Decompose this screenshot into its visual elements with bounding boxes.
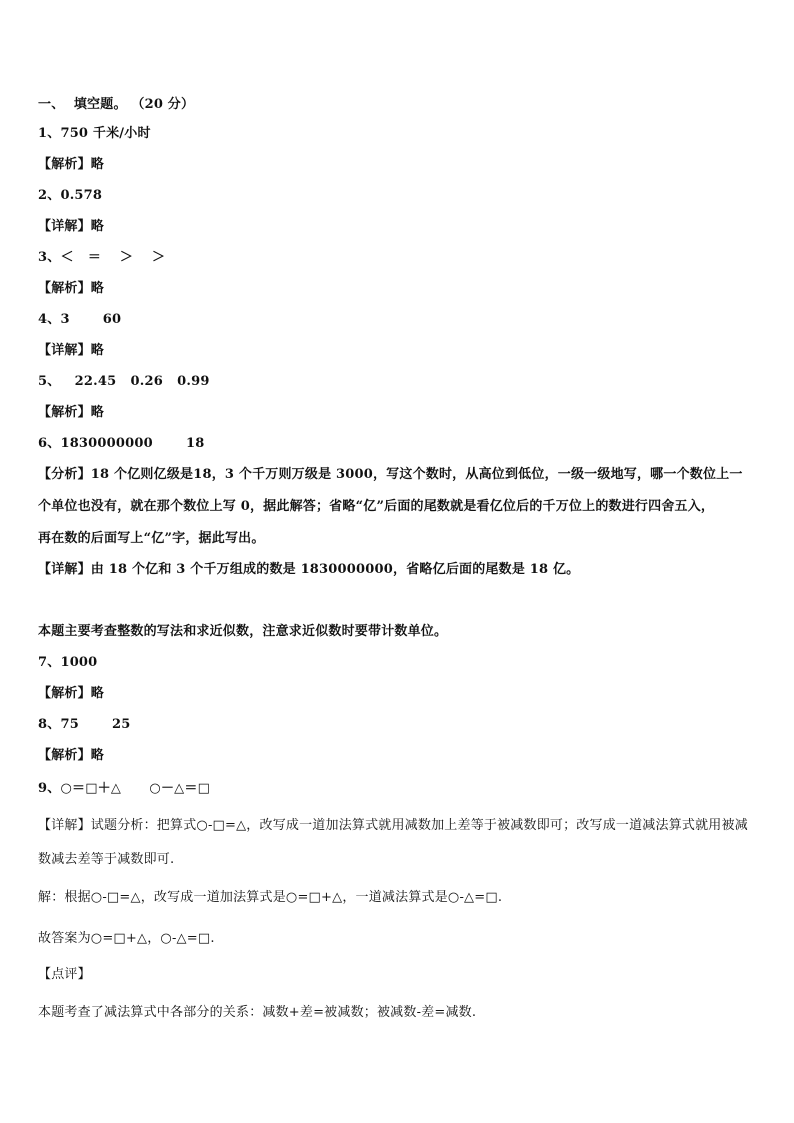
- section-title: 一、 填空题。 （20 分）: [38, 97, 195, 112]
- q3-answer: 3、＜ ＝ ＞ ＞: [38, 250, 166, 265]
- q5-answer: 5、 22.45 0.26 0.99: [38, 374, 210, 389]
- q3-analysis: 【解析】略: [38, 281, 105, 296]
- q6-answer: 6、1830000000 18: [38, 436, 205, 451]
- q6-summary: 本题主要考查整数的写法和求近似数，注意求近似数时要带计数单位。: [38, 624, 448, 639]
- q4-answer: 4、3 60: [38, 312, 122, 327]
- q6-analysis-line-2: 个单位也没有，就在那个数位上写 0，据此解答；省略“亿”后面的尾数就是看亿位后的千万位上的数进行四舍五入，: [38, 499, 715, 514]
- q2-detail: 【详解】略: [38, 219, 105, 234]
- q8-analysis: 【解析】略: [38, 748, 105, 763]
- q9-detail-line-2: 数减去差等于减数即可.: [38, 852, 175, 867]
- q6-detail: 【详解】由 18 个亿和 3 个千万组成的数是 1830000000，省略亿后面的尾数是 18 亿。: [38, 562, 580, 577]
- q9-answer: 9、○＝□＋△ ○－△＝□: [38, 781, 211, 796]
- q9-comment-label: 【点评】: [38, 967, 91, 982]
- q6-analysis-line-1: 【分析】18 个亿则亿级是18，3 个千万则万级是 3000，写这个数时，从高位到低位，一级一级地写，哪一个数位上一: [38, 467, 743, 482]
- q9-comment: 本题考查了减法算式中各部分的关系：减数+差=被减数；被减数-差=减数.: [38, 1005, 477, 1020]
- q9-detail-line-1: 【详解】试题分析：把算式○-□=△，改写成一道加法算式就用减数加上差等于被减数即可；改写成一道减法算式就用被减: [38, 818, 748, 833]
- q8-answer: 8、75 25: [38, 717, 131, 732]
- q6-analysis-line-3: 再在数的后面写上“亿”字，据此写出。: [38, 531, 265, 546]
- q5-analysis: 【解析】略: [38, 405, 105, 420]
- q1-answer: 1、750 千米/小时: [38, 126, 151, 141]
- q1-analysis: 【解析】略: [38, 157, 105, 172]
- q9-answer-line: 故答案为○=□+△，○-△=□.: [38, 931, 215, 946]
- q7-analysis: 【解析】略: [38, 686, 105, 701]
- q2-answer: 2、0.578: [38, 188, 103, 203]
- q4-detail: 【详解】略: [38, 343, 105, 358]
- q7-answer: 7、1000: [38, 655, 98, 670]
- q9-solution: 解：根据○-□=△，改写成一道加法算式是○=□+△，一道减法算式是○-△=□.: [38, 890, 503, 905]
